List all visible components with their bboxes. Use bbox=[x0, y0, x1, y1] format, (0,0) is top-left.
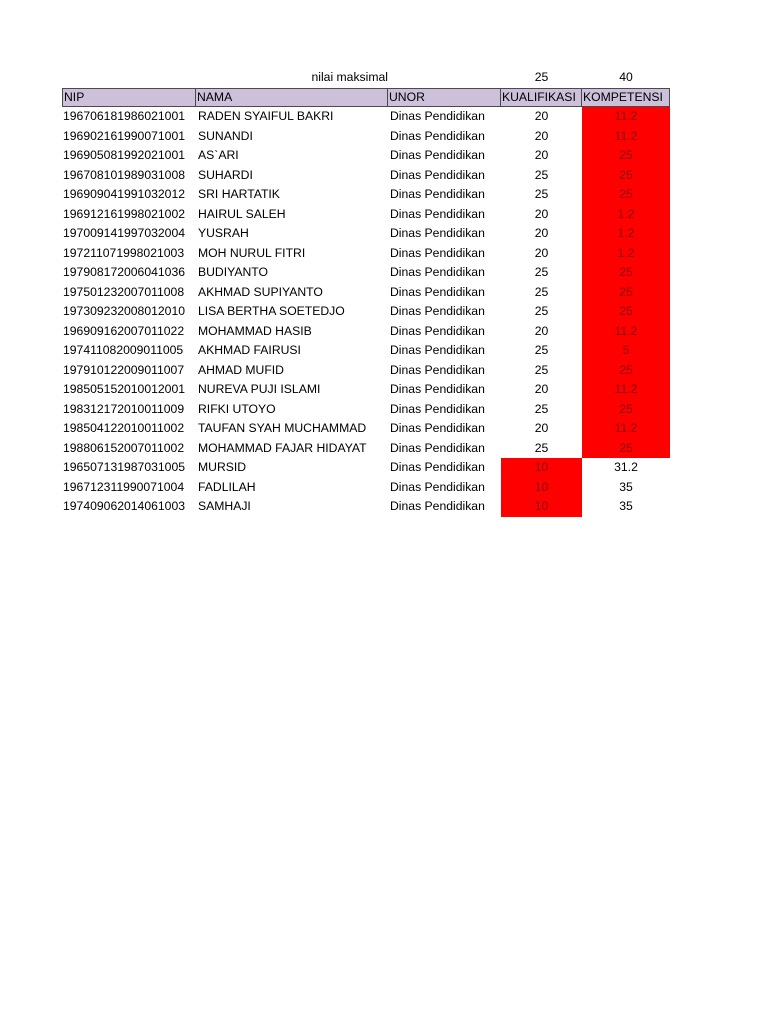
cell-kualifikasi: 25 bbox=[534, 265, 549, 279]
cell-unor: Dinas Pendidikan bbox=[390, 148, 485, 162]
cell-unor: Dinas Pendidikan bbox=[390, 460, 485, 474]
cell-nama: NUREVA PUJI ISLAMI bbox=[198, 382, 321, 396]
cell-kompetensi: 11.2 bbox=[582, 322, 670, 342]
cell-nama: SAMHAJI bbox=[198, 499, 251, 513]
cell-nip: 196507131987031005 bbox=[63, 460, 186, 474]
cell-nip: 198312172010011009 bbox=[63, 401, 185, 416]
cell-nama: SUNANDI bbox=[198, 128, 253, 143]
cell-unor: Dinas Pendidikan bbox=[390, 167, 485, 182]
cell-nama: SRI HARTATIK bbox=[198, 187, 280, 201]
cell-kompetensi: 35 bbox=[619, 499, 633, 513]
cell-unor: Dinas Pendidikan bbox=[390, 479, 485, 494]
cell-unor: Dinas Pendidikan bbox=[390, 323, 485, 338]
cell-kompetensi: 1.2 bbox=[582, 224, 670, 244]
cell-unor: Dinas Pendidikan bbox=[390, 128, 485, 143]
cell-unor: Dinas Pendidikan bbox=[390, 304, 485, 318]
cell-unor: Dinas Pendidikan bbox=[390, 284, 485, 299]
cell-unor: Dinas Pendidikan bbox=[390, 440, 485, 455]
cell-nama: BUDIYANTO bbox=[198, 265, 268, 279]
cell-nama: MOHAMMAD FAJAR HIDAYAT bbox=[198, 440, 367, 455]
max-kompetensi: 40 bbox=[619, 70, 633, 84]
cell-nip: 197910122009011007 bbox=[63, 362, 185, 377]
header-nip: NIP bbox=[62, 88, 196, 108]
cell-unor: Dinas Pendidikan bbox=[390, 382, 485, 396]
cell-kompetensi: 11.2 bbox=[582, 380, 670, 400]
cell-unor: Dinas Pendidikan bbox=[390, 499, 485, 513]
cell-kompetensi: 1.2 bbox=[582, 244, 670, 264]
header-nama: NAMA bbox=[196, 88, 388, 108]
header-kualifikasi: KUALIFIKASI bbox=[501, 88, 582, 108]
cell-kualifikasi: 20 bbox=[534, 382, 549, 396]
max-kualifikasi: 25 bbox=[534, 70, 549, 84]
cell-kualifikasi: 25 bbox=[534, 187, 549, 201]
cell-unor: Dinas Pendidikan bbox=[390, 362, 485, 377]
cell-kompetensi: 31.2 bbox=[614, 460, 638, 474]
cell-nama: LISA BERTHA SOETEDJO bbox=[198, 304, 345, 318]
cell-unor: Dinas Pendidikan bbox=[390, 343, 485, 357]
cell-unor: Dinas Pendidikan bbox=[390, 187, 485, 201]
cell-kompetensi: 25 bbox=[582, 361, 670, 381]
cell-nip: 197309232008012010 bbox=[63, 304, 186, 318]
cell-kualifikasi: 25 bbox=[534, 284, 549, 299]
cell-kompetensi: 11.2 bbox=[582, 107, 670, 127]
cell-nip: 197211071998021003 bbox=[63, 245, 185, 260]
cell-kompetensi: 25 bbox=[582, 263, 670, 283]
cell-nip: 197501232007011008 bbox=[63, 284, 185, 299]
cell-nip: 197908172006041036 bbox=[63, 265, 186, 279]
cell-nip: 196902161990071001 bbox=[63, 128, 186, 143]
cell-kompetensi: 25 bbox=[582, 283, 670, 303]
cell-nama: RIFKI UTOYO bbox=[198, 401, 276, 416]
cell-nip: 196909041991032012 bbox=[63, 187, 186, 201]
cell-nama: HAIRUL SALEH bbox=[198, 206, 286, 221]
cell-kompetensi: 25 bbox=[582, 185, 670, 205]
cell-kompetensi: 25 bbox=[582, 400, 670, 420]
cell-kualifikasi: 10 bbox=[501, 458, 582, 478]
cell-nip: 198806152007011002 bbox=[63, 440, 185, 455]
cell-kualifikasi: 20 bbox=[534, 323, 549, 338]
cell-kualifikasi: 20 bbox=[534, 245, 549, 260]
cell-kompetensi: 11.2 bbox=[582, 127, 670, 147]
cell-nama: MURSID bbox=[198, 460, 247, 474]
cell-nama: AKHMAD SUPIYANTO bbox=[198, 284, 323, 299]
cell-nip: 196909162007011022 bbox=[63, 323, 185, 338]
cell-nip: 196708101989031008 bbox=[63, 167, 186, 182]
cell-unor: Dinas Pendidikan bbox=[390, 226, 485, 240]
cell-nama: TAUFAN SYAH MUCHAMMAD bbox=[198, 421, 367, 435]
cell-nama: SUHARDI bbox=[198, 167, 253, 182]
cell-kualifikasi: 20 bbox=[534, 206, 549, 221]
cell-unor: Dinas Pendidikan bbox=[390, 109, 485, 123]
cell-kualifikasi: 25 bbox=[534, 440, 549, 455]
cell-nama: RADEN SYAIFUL BAKRI bbox=[198, 109, 334, 123]
cell-nip: 196912161998021002 bbox=[63, 206, 186, 221]
cell-unor: Dinas Pendidikan bbox=[390, 401, 485, 416]
cell-kualifikasi: 25 bbox=[534, 362, 549, 377]
cell-kualifikasi: 20 bbox=[534, 421, 549, 435]
cell-kompetensi: 35 bbox=[619, 479, 633, 494]
cell-nama: AKHMAD FAIRUSI bbox=[198, 343, 301, 357]
cell-nip: 197411082009011005 bbox=[63, 343, 184, 357]
cell-kualifikasi: 20 bbox=[534, 148, 549, 162]
cell-nip: 198504122010011002 bbox=[63, 421, 185, 435]
cell-unor: Dinas Pendidikan bbox=[390, 206, 485, 221]
max-score-label: nilai maksimal bbox=[311, 70, 388, 84]
cell-nama: MOHAMMAD HASIB bbox=[198, 323, 312, 338]
cell-kualifikasi: 10 bbox=[501, 478, 582, 498]
cell-kualifikasi: 25 bbox=[534, 304, 549, 318]
cell-nip: 197409062014061003 bbox=[63, 499, 186, 513]
header-unor: UNOR bbox=[388, 88, 501, 108]
header-kompetensi: KOMPETENSI bbox=[582, 88, 670, 108]
cell-kompetensi: 11.2 bbox=[582, 419, 670, 439]
cell-kompetensi: 25 bbox=[582, 439, 670, 459]
cell-unor: Dinas Pendidikan bbox=[390, 421, 485, 435]
cell-nip: 196905081992021001 bbox=[63, 148, 186, 162]
cell-nama: AHMAD MUFID bbox=[198, 362, 284, 377]
cell-kualifikasi: 20 bbox=[534, 109, 549, 123]
cell-nip: 196706181986021001 bbox=[63, 109, 186, 123]
cell-kualifikasi: 20 bbox=[534, 128, 549, 143]
cell-kompetensi: 25 bbox=[582, 166, 670, 186]
cell-unor: Dinas Pendidikan bbox=[390, 245, 485, 260]
cell-kompetensi: 5 bbox=[582, 341, 670, 361]
cell-kualifikasi: 25 bbox=[534, 401, 549, 416]
cell-nama: AS`ARI bbox=[198, 148, 239, 162]
cell-kompetensi: 1.2 bbox=[582, 205, 670, 225]
cell-kualifikasi: 25 bbox=[534, 167, 549, 182]
cell-kompetensi: 25 bbox=[582, 146, 670, 166]
cell-nip: 197009141997032004 bbox=[63, 226, 186, 240]
cell-kompetensi: 25 bbox=[582, 302, 670, 322]
cell-nama: YUSRAH bbox=[198, 226, 249, 240]
cell-kualifikasi: 25 bbox=[534, 343, 549, 357]
cell-nama: FADLILAH bbox=[198, 479, 256, 494]
cell-kualifikasi: 10 bbox=[501, 497, 582, 517]
cell-unor: Dinas Pendidikan bbox=[390, 265, 485, 279]
cell-kualifikasi: 20 bbox=[534, 226, 549, 240]
cell-nip: 198505152010012001 bbox=[63, 382, 186, 396]
cell-nip: 196712311990071004 bbox=[63, 479, 185, 494]
cell-nama: MOH NURUL FITRI bbox=[198, 245, 306, 260]
